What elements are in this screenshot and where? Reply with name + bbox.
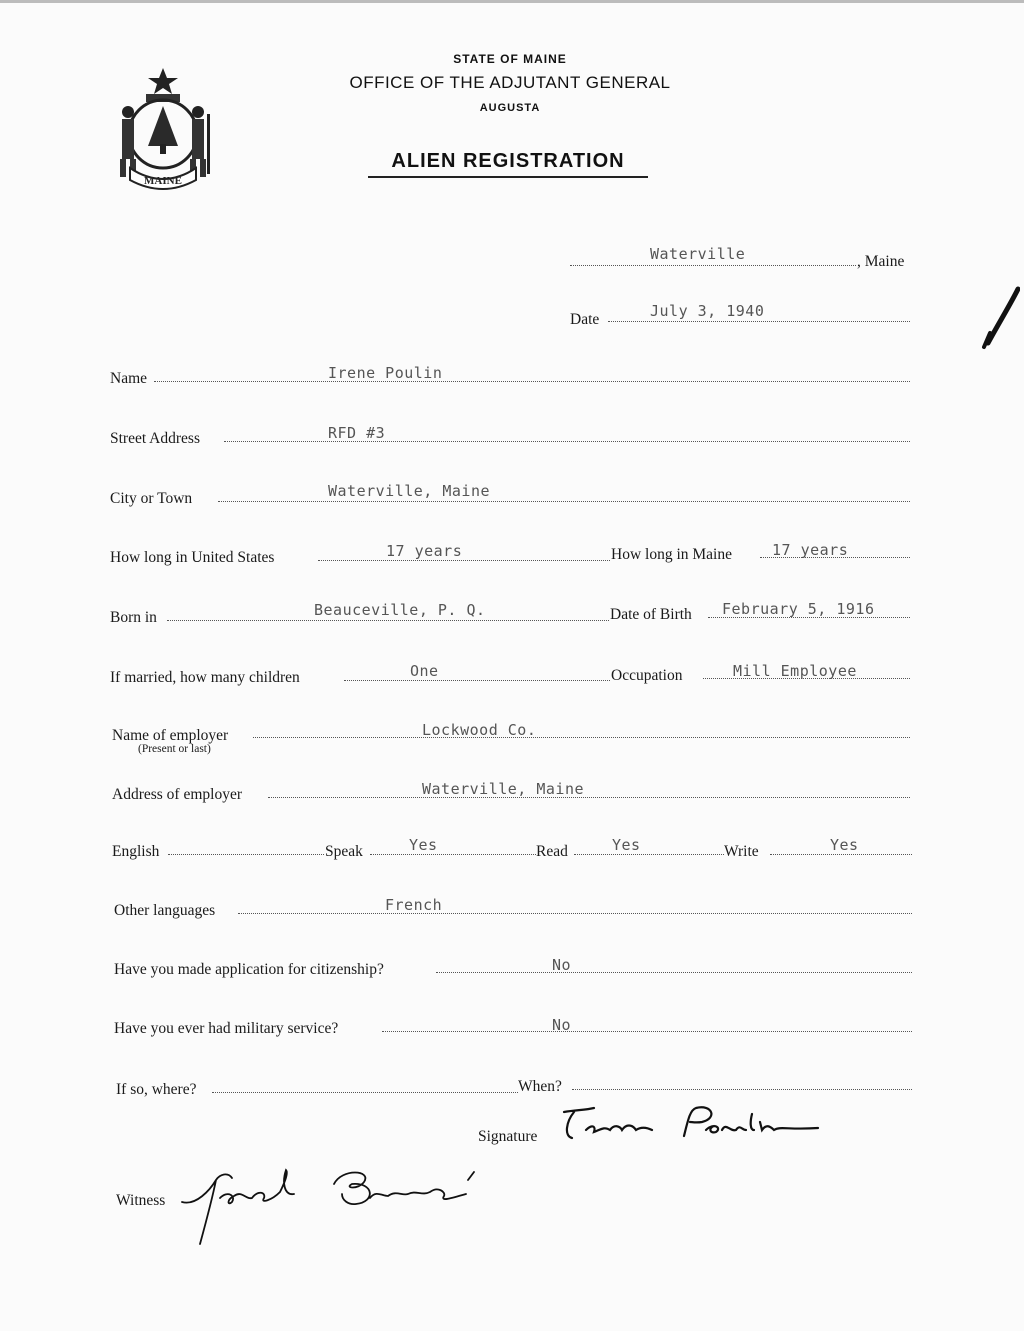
write-dots <box>770 854 912 855</box>
margin-check-mark <box>980 285 1020 355</box>
born-in-value: Beauceville, P. Q. <box>314 601 486 619</box>
street-value: RFD #3 <box>328 424 386 442</box>
citizenship-label: Have you made application for citizenship? <box>114 961 384 978</box>
maine-years-label: How long in Maine <box>611 546 732 563</box>
children-value: One <box>410 662 439 680</box>
maine-state-seal <box>108 64 218 192</box>
page-top-edge <box>0 0 1024 3</box>
where-label: If so, where? <box>116 1081 197 1098</box>
place-suffix: , Maine <box>857 253 905 270</box>
city-value: Waterville, Maine <box>328 482 491 500</box>
citizenship-dots <box>436 972 912 973</box>
city-dots <box>218 501 910 502</box>
other-languages-label: Other languages <box>114 902 216 919</box>
speak-dots <box>370 854 536 855</box>
employer-value: Lockwood Co. <box>422 721 537 739</box>
dob-label: Date of Birth <box>610 606 692 623</box>
date-value: July 3, 1940 <box>650 302 765 320</box>
place-dots <box>570 265 856 266</box>
us-years-label: How long in United States <box>110 549 275 566</box>
street-label: Street Address <box>110 430 200 447</box>
speak-label: Speak <box>325 843 363 860</box>
occupation-label: Occupation <box>611 667 683 684</box>
other-languages-dots <box>238 913 912 914</box>
maine-years-value: 17 years <box>772 541 849 559</box>
military-dots <box>382 1031 912 1032</box>
city-heading: AUGUSTA <box>479 102 541 114</box>
form-title: ALIEN REGISTRATION <box>391 150 625 172</box>
us-years-dots <box>318 560 610 561</box>
office-heading: OFFICE OF THE ADJUTANT GENERAL <box>349 73 671 92</box>
employer-label: Name of employer <box>112 727 229 744</box>
employer-sublabel: (Present or last) <box>138 743 211 755</box>
born-in-label: Born in <box>110 609 157 626</box>
when-label: When? <box>518 1078 562 1095</box>
military-value: No <box>552 1016 572 1034</box>
occupation-value: Mill Employee <box>733 662 857 680</box>
employer-address-label: Address of employer <box>112 786 242 803</box>
city-label: City or Town <box>110 490 193 507</box>
when-dots <box>572 1089 912 1090</box>
witness-label: Witness <box>116 1192 166 1209</box>
employer-address-value: Waterville, Maine <box>422 780 585 798</box>
read-dots <box>574 854 724 855</box>
read-value: Yes <box>612 836 641 854</box>
other-languages-value: French <box>385 896 443 914</box>
date-label: Date <box>570 311 600 328</box>
svg-text:MAINE: MAINE <box>144 175 182 187</box>
name-label: Name <box>110 370 148 387</box>
children-dots <box>344 680 610 681</box>
witness-handwriting <box>176 1160 536 1250</box>
english-label: English <box>112 843 160 860</box>
english-dots <box>168 854 324 855</box>
where-dots <box>212 1092 518 1093</box>
place-value: Waterville <box>650 245 746 263</box>
write-value: Yes <box>830 836 859 854</box>
read-label: Read <box>536 843 568 860</box>
state-heading: STATE OF MAINE <box>453 52 567 66</box>
speak-value: Yes <box>409 836 438 854</box>
dob-value: February 5, 1916 <box>722 600 875 618</box>
children-label: If married, how many children <box>110 669 300 686</box>
employer-address-dots <box>268 797 910 798</box>
military-label: Have you ever had military service? <box>114 1020 339 1037</box>
title-underline <box>368 176 648 178</box>
citizenship-value: No <box>552 956 572 974</box>
employer-dots <box>253 737 910 738</box>
street-dots <box>224 441 910 442</box>
name-dots <box>154 381 910 382</box>
name-value: Irene Poulin <box>328 364 443 382</box>
born-in-dots <box>167 620 609 621</box>
us-years-value: 17 years <box>386 542 463 560</box>
date-dots <box>608 321 910 322</box>
write-label: Write <box>724 843 759 860</box>
signature-label: Signature <box>478 1128 538 1145</box>
signature-handwriting <box>556 1100 836 1150</box>
